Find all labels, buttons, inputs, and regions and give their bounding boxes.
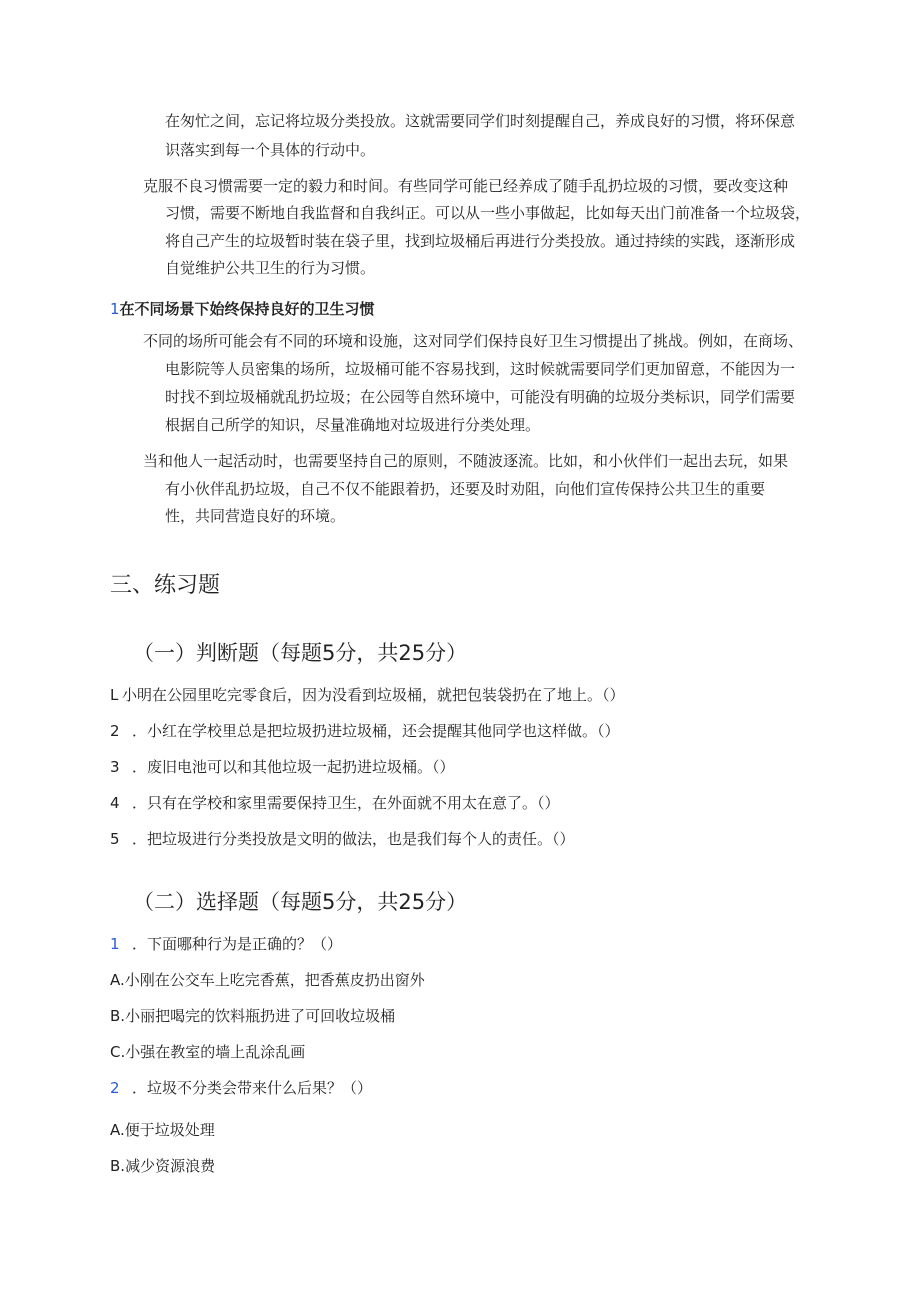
choice-option bbox=[110, 1120, 215, 1140]
question-text: ．把垃圾进行分类投放是文明的做法，也是我们每个人的责任。（） bbox=[132, 830, 575, 848]
question-number: 2 bbox=[110, 722, 120, 740]
judge-question bbox=[110, 757, 455, 777]
question-number: 1 bbox=[110, 935, 120, 953]
paragraph-line: 当和他人一起活动时，也需要坚持自己的原则，不随波逐流。比如，和小伙伴们一起出去玩，如果 bbox=[143, 452, 789, 470]
paragraph-line: 将自己产生的垃圾暂时装在袋子里，找到垃圾桶后再进行分类投放。通过持续的实践，逐渐形成 bbox=[165, 232, 796, 250]
question-number: 2 bbox=[110, 1079, 120, 1097]
option-text: 减少资源浪费 bbox=[125, 1157, 216, 1175]
paragraph-line: 有小伙伴乱扔垃圾，自己不仅不能跟着扔，还要及时劝阻，向他们宣传保持公共卫生的重要 bbox=[165, 480, 766, 498]
question-text: ．只有在学校和家里需要保持卫生，在外面就不用太在意了。（） bbox=[132, 794, 560, 812]
judge-question bbox=[110, 721, 620, 741]
choice-question bbox=[110, 934, 342, 954]
question-number: 4 bbox=[110, 794, 120, 812]
paragraph-line: 不同的场所可能会有不同的环境和设施，这对同学们保持良好卫生习惯提出了挑战。例如，在商场、 bbox=[143, 332, 804, 350]
option-text: 小刚在公交车上吃完香蕉，把香蕉皮扔出窗外 bbox=[124, 971, 425, 989]
option-letter: A. bbox=[110, 1121, 125, 1139]
choice-option bbox=[110, 1006, 395, 1026]
option-text: 小强在教室的墙上乱涂乱画 bbox=[125, 1043, 306, 1061]
option-letter: B. bbox=[110, 1157, 126, 1175]
subheading bbox=[110, 298, 375, 319]
judge-question bbox=[110, 685, 625, 705]
paragraph-line: 克服不良习惯需要一定的毅力和时间。有些同学可能已经养成了随手乱扔垃圾的习惯，要改变这种 bbox=[143, 177, 789, 195]
option-text: 便于垃圾处理 bbox=[124, 1121, 215, 1139]
question-text: ．废旧电池可以和其他垃圾一起扔进垃圾桶。（） bbox=[132, 758, 455, 776]
option-letter: A. bbox=[110, 971, 125, 989]
paragraph-line: 识落实到每一个具体的行动中。 bbox=[165, 141, 376, 159]
paragraph-line: 自觉维护公共卫生的行为习惯。 bbox=[165, 259, 376, 277]
paragraph-line: 时找不到垃圾桶就乱扔垃圾；在公园等自然环境中，可能没有明确的垃圾分类标识，同学们需要 bbox=[165, 388, 796, 406]
option-text: 小丽把喝完的饮料瓶扔进了可回收垃圾桶 bbox=[125, 1007, 396, 1025]
choice-question bbox=[110, 1078, 372, 1098]
paragraph-line: 习惯，需要不断地自我监督和自我纠正。可以从一些小事做起，比如每天出门前准备一个垃圾袋， bbox=[165, 204, 811, 222]
choice-section-title: （二）选择题（每题5分，共25分） bbox=[133, 890, 468, 914]
option-letter: B. bbox=[110, 1007, 126, 1025]
question-text: 小明在公园里吃完零食后，因为没看到垃圾桶，就把包装袋扔在了地上。（） bbox=[122, 686, 625, 704]
choice-option bbox=[110, 970, 425, 990]
question-number: L bbox=[110, 686, 119, 704]
option-letter: C. bbox=[110, 1043, 126, 1061]
judge-question bbox=[110, 793, 560, 813]
subheading-text: 在不同场景下始终保持良好的卫生习惯 bbox=[119, 300, 375, 318]
paragraph-line: 在匆忙之间，忘记将垃圾分类投放。这就需要同学们时刻提醒自己，养成良好的习惯，将环保意 bbox=[165, 112, 796, 130]
section-title: 三、练习题 bbox=[110, 573, 221, 598]
judge-question bbox=[110, 829, 575, 849]
choice-option bbox=[110, 1042, 305, 1062]
question-text: ．下面哪种行为是正确的？（） bbox=[132, 935, 343, 953]
paragraph-line: 性，共同营造良好的环境。 bbox=[165, 507, 346, 525]
paragraph-line: 根据自己所学的知识，尽量准确地对垃圾进行分类处理。 bbox=[165, 416, 541, 434]
judge-section-title: （一）判断题（每题5分，共25分） bbox=[133, 641, 468, 665]
question-text: ．垃圾不分类会带来什么后果？（） bbox=[132, 1079, 373, 1097]
subheading-number: 1 bbox=[110, 300, 120, 318]
choice-option bbox=[110, 1156, 215, 1176]
question-number: 5 bbox=[110, 830, 120, 848]
question-number: 3 bbox=[110, 758, 120, 776]
paragraph-line: 电影院等人员密集的场所，垃圾桶可能不容易找到，这时候就需要同学们更加留意，不能因为一 bbox=[165, 360, 796, 378]
question-text: ．小红在学校里总是把垃圾扔进垃圾桶，还会提醒其他同学也这样做。（） bbox=[132, 722, 620, 740]
